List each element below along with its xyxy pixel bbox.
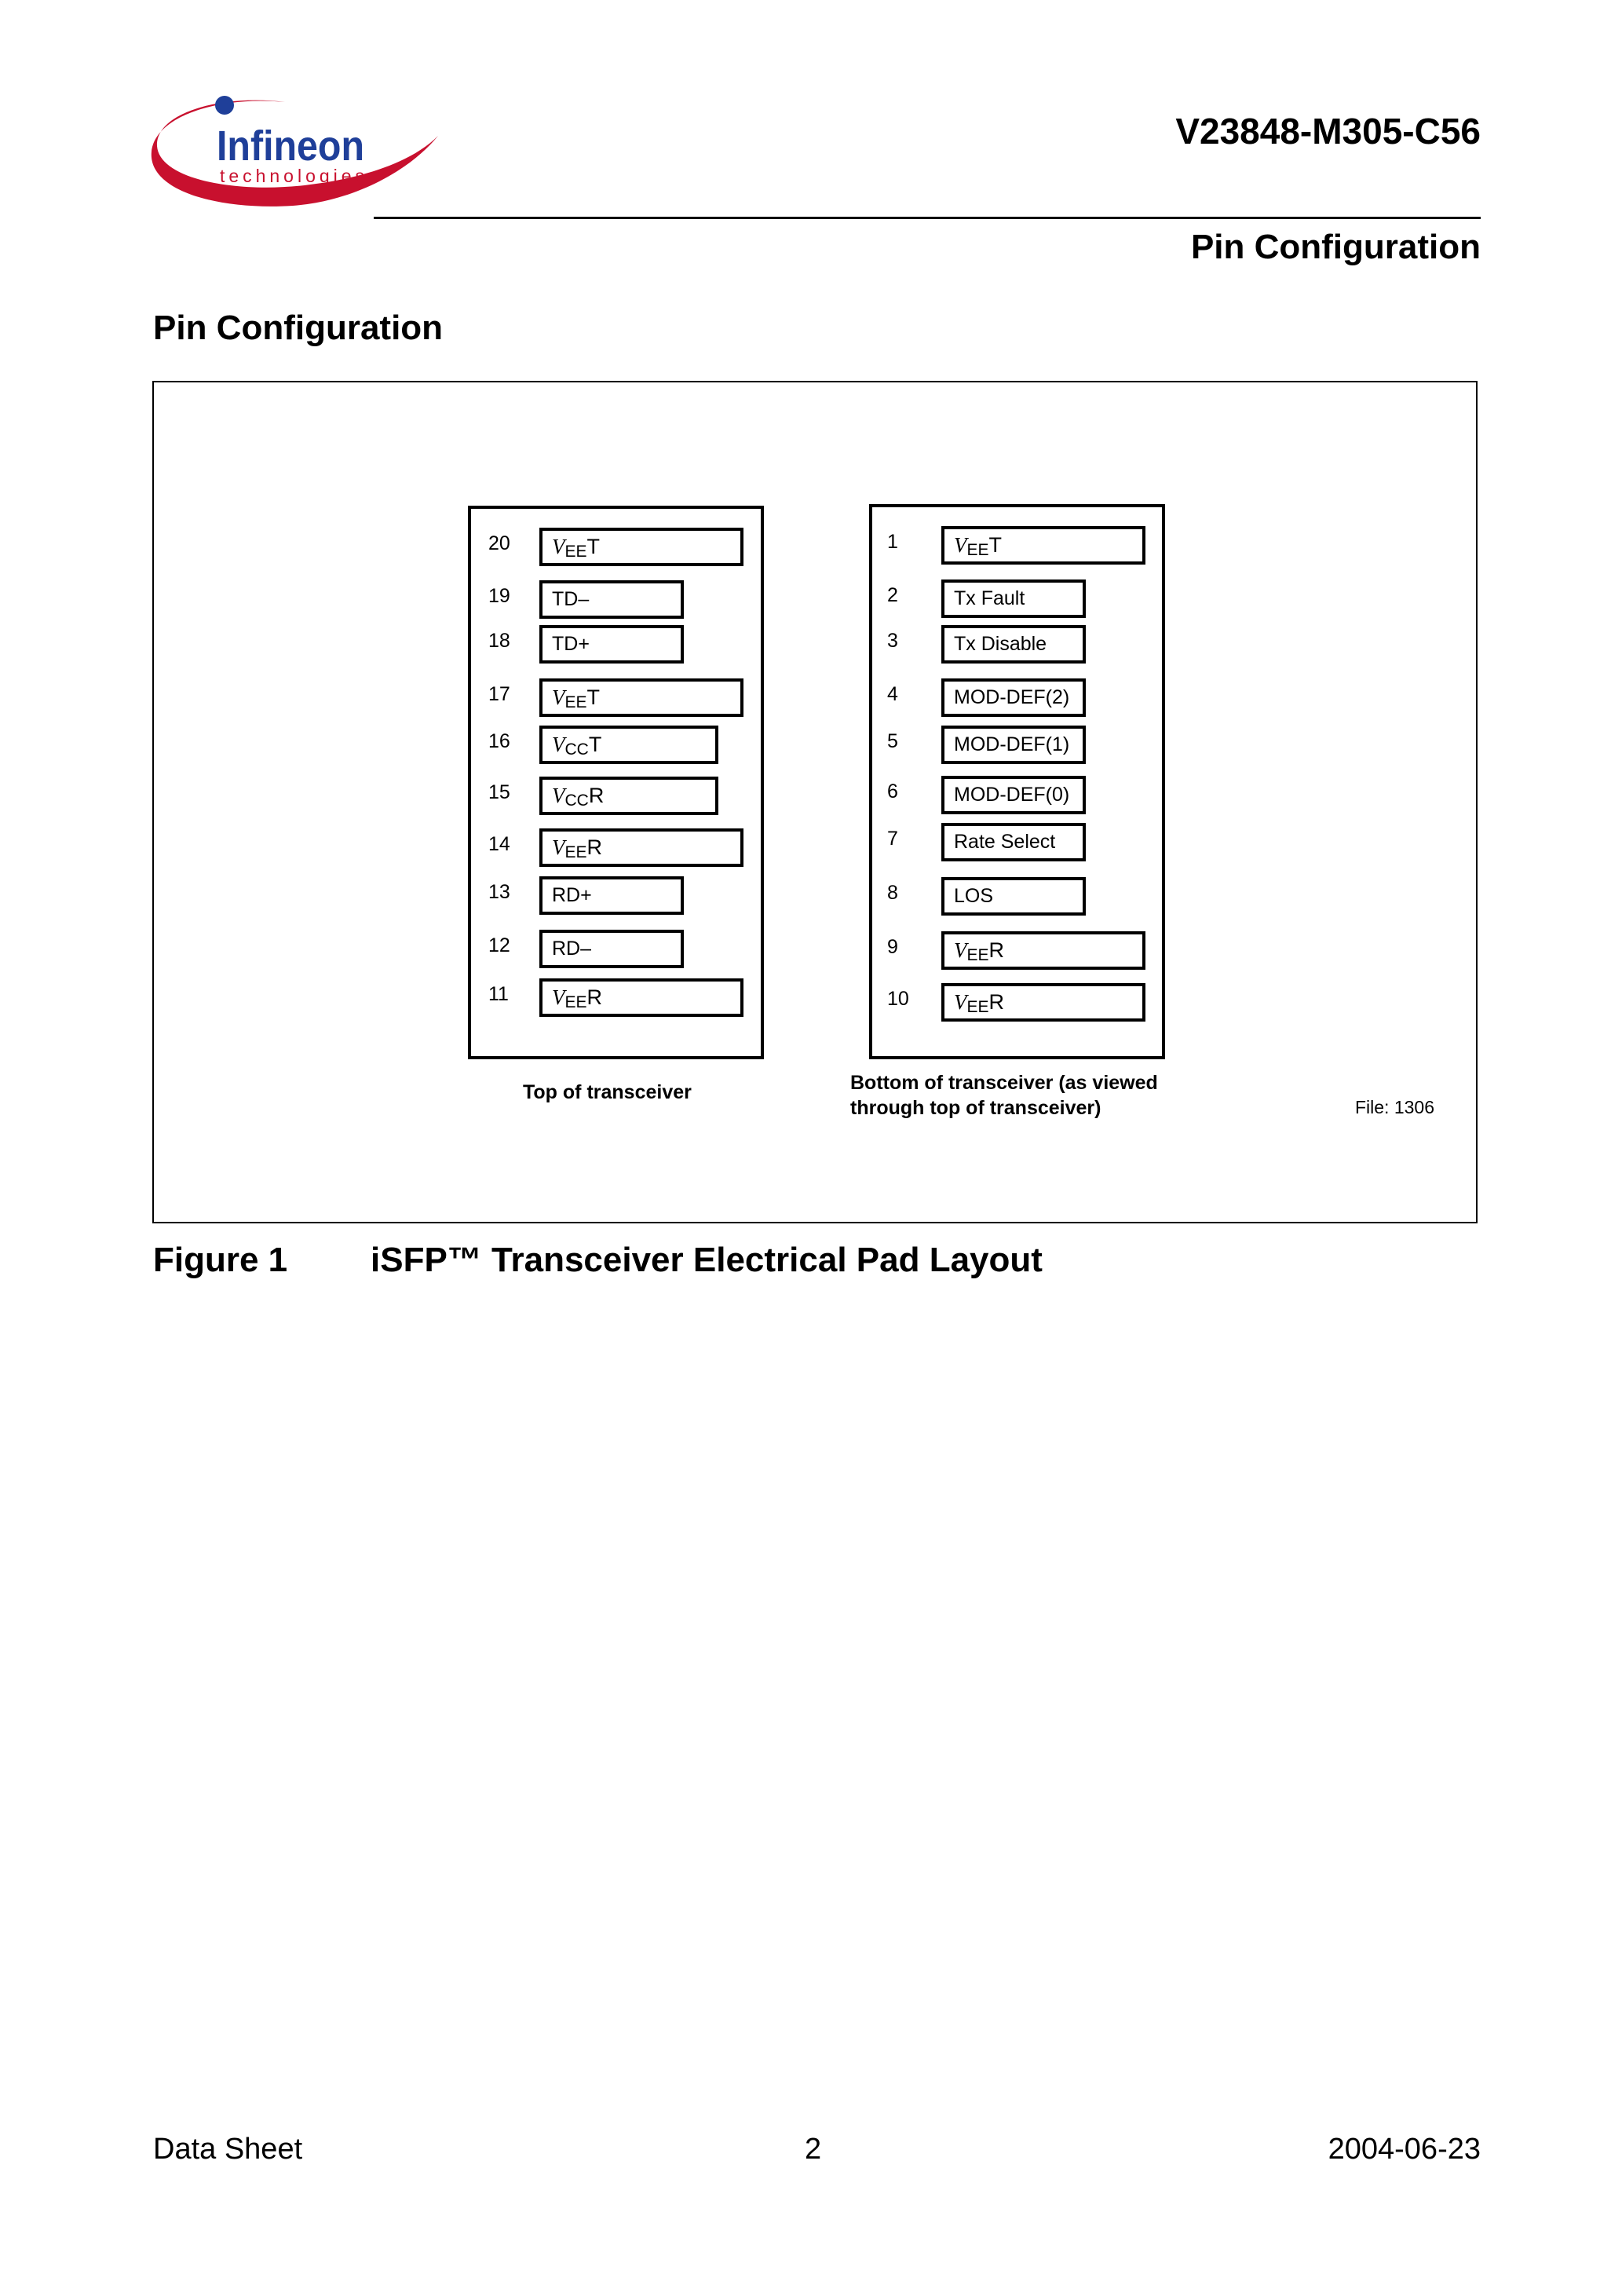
pin-number: 18 xyxy=(488,630,510,652)
figure-label: Figure 1 xyxy=(153,1241,288,1279)
pin-number: 2 xyxy=(887,584,898,606)
pin-pad xyxy=(941,983,1145,1022)
pin-number: 3 xyxy=(887,630,898,652)
pin-number: 1 xyxy=(887,531,898,553)
pin-number: 7 xyxy=(887,828,898,850)
voltage-subscript: EE xyxy=(966,998,989,1016)
voltage-symbol: V xyxy=(552,733,565,756)
voltage-suffix: T xyxy=(586,535,601,558)
file-label: File: 1306 xyxy=(1355,1097,1435,1117)
top-panel-caption: Top of transceiver xyxy=(523,1081,692,1103)
pin-pad xyxy=(539,828,743,867)
pin-pad xyxy=(941,625,1086,664)
voltage-subscript: EE xyxy=(564,843,587,861)
figure-frame xyxy=(152,381,1478,1223)
pin-pad xyxy=(941,877,1086,916)
pin-label: TD– xyxy=(552,588,590,610)
pin-number: 14 xyxy=(488,833,510,855)
header-section-title: Pin Configuration xyxy=(1190,228,1481,266)
pin-label: RD– xyxy=(552,938,592,960)
voltage-suffix: T xyxy=(586,686,601,709)
voltage-suffix: T xyxy=(588,733,602,756)
voltage-suffix: R xyxy=(988,990,1005,1014)
voltage-symbol: V xyxy=(954,938,967,962)
pin-number: 19 xyxy=(488,585,510,607)
pin-pad xyxy=(539,528,743,566)
pin-pad xyxy=(941,526,1145,565)
voltage-suffix: T xyxy=(988,533,1003,557)
pin-pad xyxy=(941,931,1145,970)
pin-label: Rate Select xyxy=(954,831,1056,853)
pin-number: 20 xyxy=(488,532,510,554)
pin-number: 16 xyxy=(488,730,510,752)
voltage-symbol: V xyxy=(954,533,967,557)
pin-pad xyxy=(539,726,718,764)
voltage-symbol: V xyxy=(552,686,565,709)
bottom-panel-caption-line1: Bottom of transceiver (as viewed xyxy=(850,1072,1158,1094)
pin-number: 12 xyxy=(488,934,510,956)
footer-doc-type: Data Sheet xyxy=(153,2133,303,2166)
section-heading: Pin Configuration xyxy=(153,309,444,347)
voltage-subscript: CC xyxy=(564,792,589,810)
pin-number: 4 xyxy=(887,683,898,705)
voltage-symbol: V xyxy=(552,784,565,807)
pin-label: LOS xyxy=(954,885,994,907)
voltage-suffix: R xyxy=(586,835,603,859)
pin-pad xyxy=(941,823,1086,861)
pin-pad xyxy=(539,930,684,968)
voltage-symbol: V xyxy=(954,990,967,1014)
svg-text:technologies: technologies xyxy=(220,166,364,186)
pin-number: 17 xyxy=(488,683,510,705)
pin-pad xyxy=(941,776,1086,814)
voltage-suffix: R xyxy=(586,985,603,1009)
pin-number: 11 xyxy=(488,983,509,1005)
voltage-subscript: EE xyxy=(564,693,587,711)
pin-label: TD+ xyxy=(552,633,590,655)
pin-label: MOD-DEF(1) xyxy=(954,733,1070,755)
pin-label: MOD-DEF(0) xyxy=(954,784,1070,806)
pin-pad xyxy=(539,625,684,664)
pin-pad xyxy=(539,978,743,1017)
header-rule xyxy=(374,217,1481,219)
voltage-suffix: R xyxy=(588,784,605,807)
pin-number: 8 xyxy=(887,882,898,904)
pin-number: 6 xyxy=(887,781,898,803)
figure-title: iSFP™ Transceiver Electrical Pad Layout xyxy=(371,1241,1043,1279)
voltage-subscript: CC xyxy=(564,740,589,759)
pin-number: 5 xyxy=(887,730,898,752)
pin-label: RD+ xyxy=(552,884,592,906)
voltage-suffix: R xyxy=(988,938,1005,962)
document-id: V23848-M305-C56 xyxy=(1175,111,1481,152)
pin-pad xyxy=(539,678,743,717)
pin-pad xyxy=(941,726,1086,764)
voltage-symbol: V xyxy=(552,535,565,558)
bottom-panel-caption xyxy=(850,1070,1158,1121)
pin-pad xyxy=(539,777,718,815)
page-number: 2 xyxy=(805,2133,822,2166)
bottom-panel-caption-line2: through top of transceiver) xyxy=(850,1097,1101,1119)
pin-number: 10 xyxy=(887,988,909,1010)
svg-text:Infineon: Infineon xyxy=(217,122,364,170)
pin-pad xyxy=(539,876,684,915)
infineon-logo xyxy=(148,93,446,226)
voltage-subscript: EE xyxy=(966,541,989,559)
voltage-symbol: V xyxy=(552,985,565,1009)
voltage-subscript: EE xyxy=(966,946,989,964)
pin-number: 9 xyxy=(887,936,898,958)
footer-date: 2004-06-23 xyxy=(1328,2133,1481,2166)
pin-pad xyxy=(941,678,1086,717)
pin-pad xyxy=(539,580,684,619)
voltage-subscript: EE xyxy=(564,993,587,1011)
pin-number: 13 xyxy=(488,881,510,903)
pin-label: MOD-DEF(2) xyxy=(954,686,1070,708)
pin-number: 15 xyxy=(488,781,510,803)
voltage-symbol: V xyxy=(552,835,565,859)
pin-pad xyxy=(941,579,1086,618)
pin-label: Tx Fault xyxy=(954,587,1025,609)
voltage-subscript: EE xyxy=(564,543,587,561)
pin-label: Tx Disable xyxy=(954,633,1047,655)
